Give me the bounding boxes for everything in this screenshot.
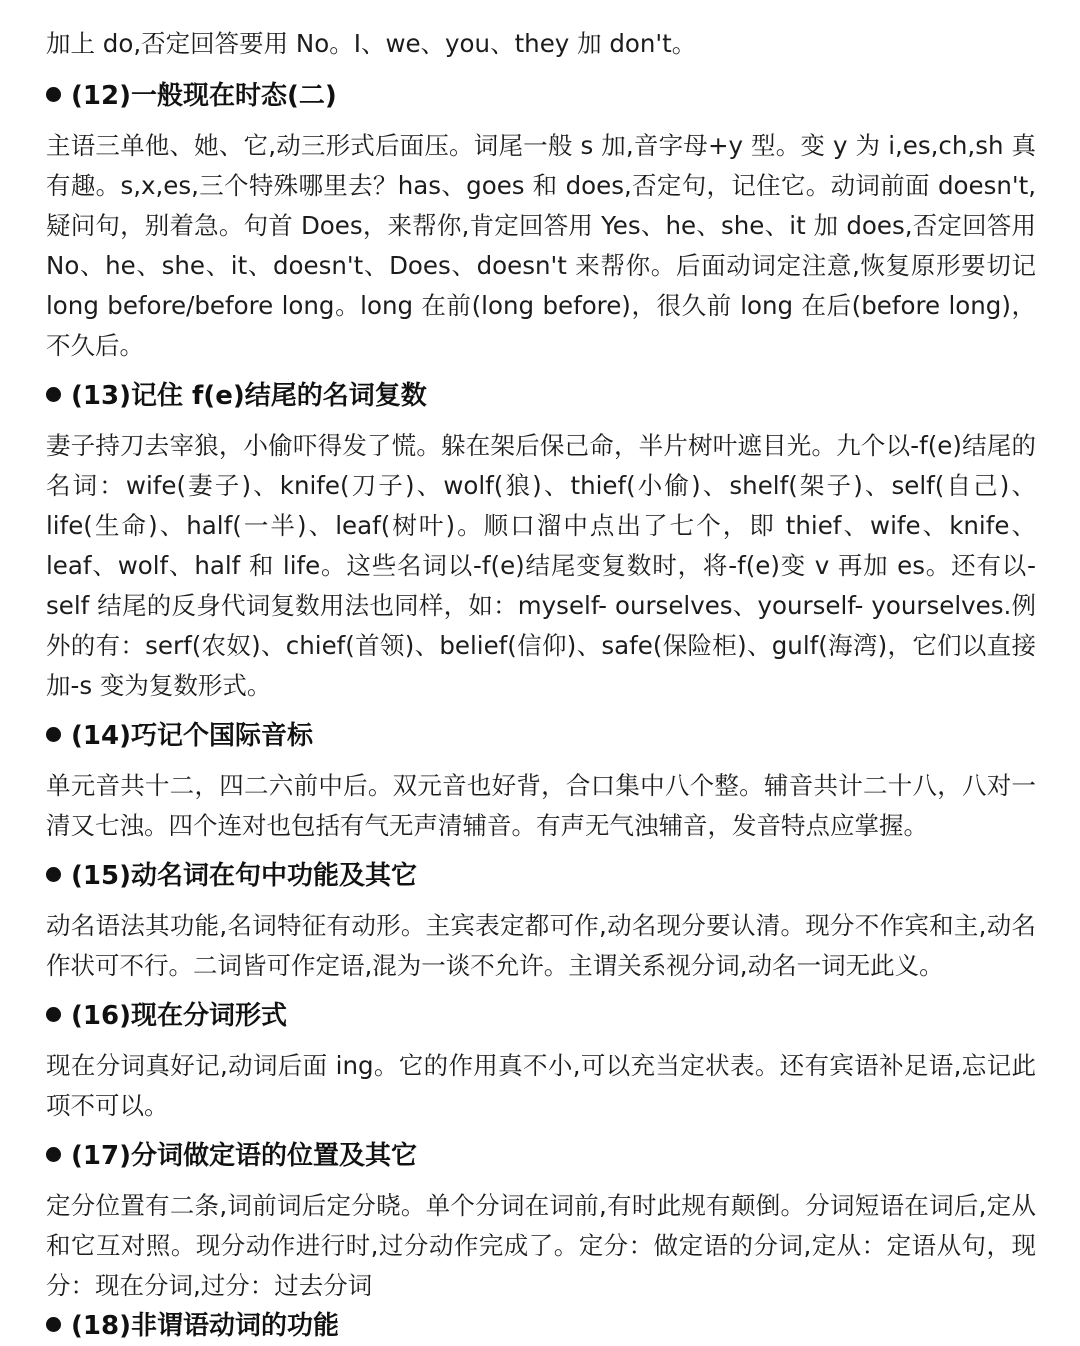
section-heading-16: [46, 996, 1036, 1036]
section-body-17: 定分位置有二条,词前词后定分晓。单个分词在词前,有时此规有颠倒。分词短语在词后,定从和它互对照。现分动作进行时,过分动作完成了。定分：做定语的分词,定从：定语从句，现分：现在分词,过分：过去分词: [46, 1191, 1036, 1300]
section-body-13: 妻子持刀去宰狼，小偷吓得发了慌。躲在架后保己命，半片树叶遮目光。九个以-f(e)结尾的名词：wife(妻子)、knife(刀子)、wolf(狼)、thief(小偷)、shelf(架子)、self(自己)、life(生命)、half(一半)、leaf(树叶)。顺口溜中点出了七个，即 thief、wife、knife、leaf、wolf、half 和 life。这些名词以-f(e)结尾变复数时，将-f(e)变 v 再加 es。还有以-self 结尾的反身代词复数用法也同样，如：myself- ourselves、yourself- yourselves.例外的有：serf(农奴)、chief(首领)、belief(信仰)、safe(保险柜)、gulf(海湾)，它们以直接加-s 变为复数形式。: [46, 431, 1036, 700]
section-heading-text: (12)一般现在时态(二): [71, 81, 337, 111]
intro-paragraph: 加上 do,否定回答要用 No。I、we、you、they 加 don't。: [46, 29, 697, 58]
bullet-icon: [46, 387, 61, 402]
bullet-icon: [46, 867, 61, 882]
section-heading-17: [46, 1136, 1036, 1176]
section-heading-13: [46, 376, 1036, 416]
bullet-icon: [46, 1317, 61, 1332]
bullet-icon: [46, 727, 61, 742]
section-heading-text: (14)巧记个国际音标: [71, 721, 313, 751]
section-heading-text: (15)动名词在句中功能及其它: [71, 861, 417, 891]
bullet-icon: [46, 1007, 61, 1022]
section-heading-text: (16)现在分词形式: [71, 1001, 287, 1031]
cut-off-heading: [46, 1306, 346, 1341]
section-heading-text: (17)分词做定语的位置及其它: [71, 1141, 417, 1171]
section-body-12: 主语三单他、她、它,动三形式后面压。词尾一般 s 加,音字母+y 型。变 y 为 i,es,ch,sh 真有趣。s,x,es,三个特殊哪里去？has、goes 和 does,否定句，记住它。动词前面 doesn't,疑问句，别着急。句首 Does，来帮你,肯定回答用 Yes、he、she、it 加 does,否定回答用 No、he、she、it、doesn't、Does、doesn't 来帮你。后面动词定注意,恢复原形要切记 long before/before long。long 在前(long before)，很久前 long 在后(before long)，不久后。: [46, 131, 1036, 360]
section-body-15: 动名语法其功能,名词特征有动形。主宾表定都可作,动名现分要认清。现分不作宾和主,动名作状可不行。二词皆可作定语,混为一谈不允许。主谓关系视分词,动名一词无此义。: [46, 911, 1036, 980]
section-body-16: 现在分词真好记,动词后面 ing。它的作用真不小,可以充当定状表。还有宾语补足语,忘记此项不可以。: [46, 1051, 1036, 1120]
section-heading-14: [46, 716, 1036, 756]
section-heading-text: (13)记住 f(e)结尾的名词复数: [71, 381, 427, 411]
cut-off-heading-text: (18)非谓语动词的功能: [71, 1311, 339, 1341]
bullet-icon: [46, 1147, 61, 1162]
section-body-14: 单元音共十二，四二六前中后。双元音也好背，合口集中八个整。辅音共计二十八，八对一清又七浊。四个连对也包括有气无声清辅音。有声无气浊辅音，发音特点应掌握。: [46, 771, 1036, 840]
section-heading-15: [46, 856, 1036, 896]
section-heading-12: [46, 76, 1036, 116]
bullet-icon: [46, 87, 61, 102]
